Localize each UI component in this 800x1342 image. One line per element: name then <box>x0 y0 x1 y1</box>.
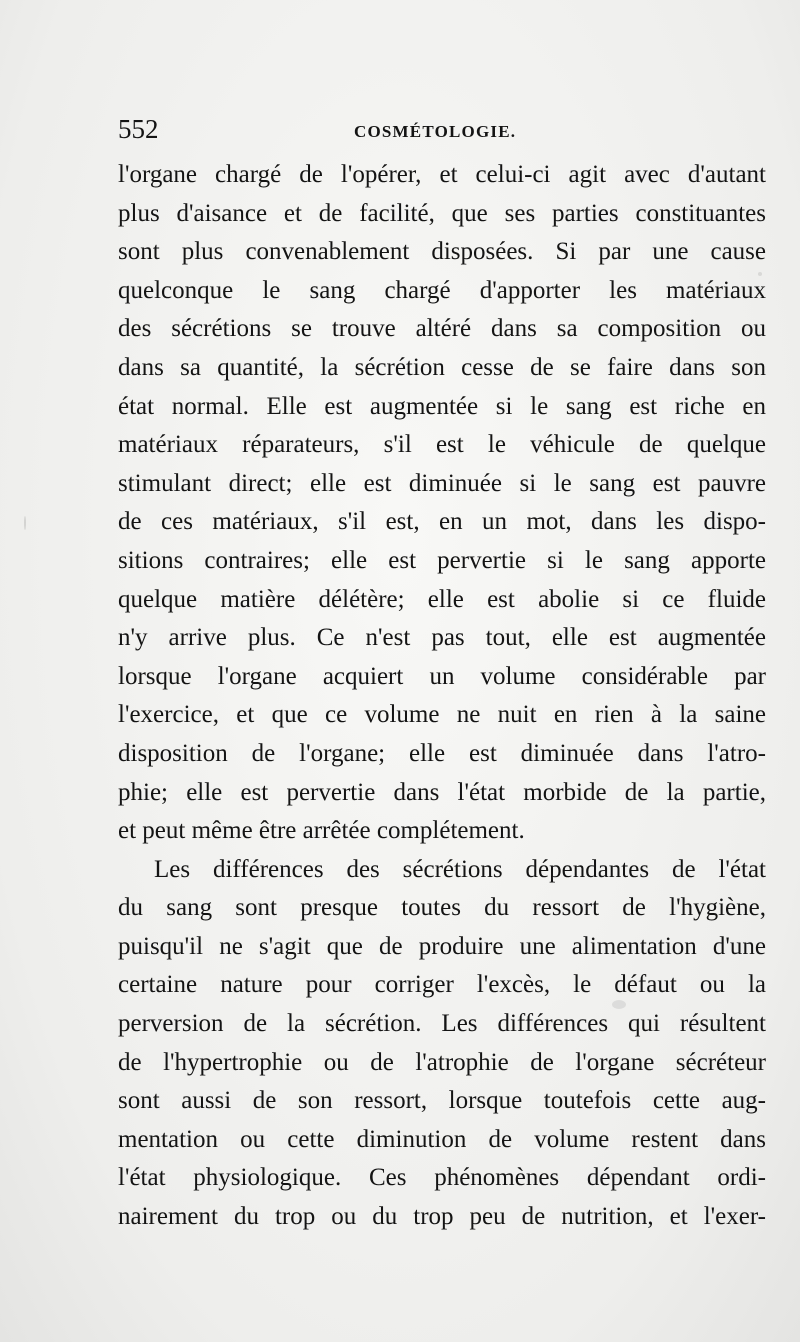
paragraph <box>118 156 766 851</box>
text-line: de l'hypertrophie ou de l'atrophie de l'organe sécréteur <box>118 1048 766 1076</box>
text-line: l'état physiologique. Ces phénomènes dépendant ordi- <box>118 1164 766 1192</box>
text-line: l'organe chargé de l'opérer, et celui-ci agit avec d'autant <box>118 161 766 188</box>
text-line: état normal. Elle est augmentée si le sang est riche en <box>118 392 766 420</box>
text-line: quelconque le sang chargé d'apporter les matériaux <box>118 276 766 304</box>
text-line: phie; elle est pervertie dans l'état morbide de la partie, <box>118 778 766 806</box>
paper-spot <box>24 516 26 530</box>
text-line: et peut même être arrêtée complétement. <box>118 817 525 845</box>
text-line: plus d'aisance et de facilité, que ses parties constituantes <box>118 199 766 227</box>
text-line: n'y arrive plus. Ce n'est pas tout, elle est augmentée <box>118 624 766 652</box>
text-line: matériaux réparateurs, s'il est le véhicule de quelque <box>118 431 766 459</box>
text-line: sont aussi de son ressort, lorsque toutefois cette aug- <box>118 1087 766 1115</box>
text-line: de ces matériaux, s'il est, en un mot, dans les dispo- <box>118 508 766 536</box>
paragraph <box>118 851 766 1237</box>
page-header <box>118 114 758 150</box>
text-line: certaine nature pour corriger l'excès, le défaut ou la <box>118 971 766 999</box>
text-line: stimulant direct; elle est diminuée si le sang est pauvre <box>118 469 766 497</box>
paper-spot <box>612 1000 626 1009</box>
text-line: quelque matière délétère; elle est abolie si ce fluide <box>118 585 766 613</box>
text-line: perversion de la sécrétion. Les différences qui résultent <box>118 1010 766 1038</box>
text-line: sitions contraires; elle est pervertie si le sang apporte <box>118 546 766 574</box>
text-line: mentation ou cette diminution de volume restent dans <box>118 1125 766 1153</box>
text-line: sont plus convenablement disposées. Si par une cause <box>118 238 766 266</box>
text-line: l'exercice, et que ce volume ne nuit en rien à la saine <box>118 701 766 729</box>
text-line: Les différences des sécrétions dépendantes de l'état <box>154 855 766 883</box>
text-line: du sang sont presque toutes du ressort de l'hygiène, <box>118 894 766 922</box>
text-line: nairement du trop ou du trop peu de nutrition, et l'exer- <box>118 1203 766 1231</box>
text-line: puisqu'il ne s'agit que de produire une alimentation d'une <box>118 932 766 960</box>
page-number: 552 <box>118 114 159 144</box>
text-line: disposition de l'organe; elle est diminuée dans l'atro- <box>118 739 766 767</box>
paper-spot <box>758 272 762 276</box>
text-line: lorsque l'organe acquiert un volume considérable par <box>118 662 766 690</box>
text-line: des sécrétions se trouve altéré dans sa composition ou <box>118 315 766 343</box>
body-text <box>118 156 766 1237</box>
running-title: COSMÉTOLOGIE. <box>354 122 517 141</box>
text-line: dans sa quantité, la sécrétion cesse de se faire dans son <box>118 353 766 381</box>
